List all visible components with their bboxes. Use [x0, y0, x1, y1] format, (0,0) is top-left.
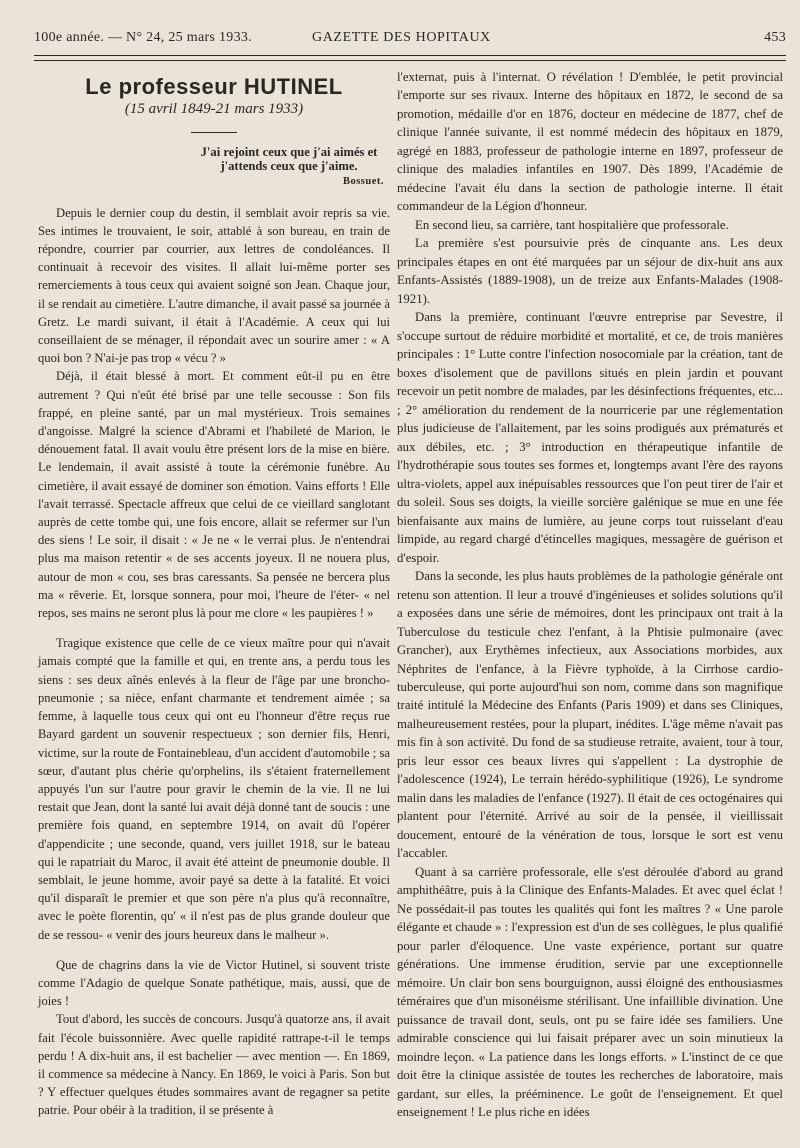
right-column [397, 68, 783, 1122]
paragraph: Quant à sa carrière professorale, elle s'est déroulée d'abord au grand amphithéâtre, puis à la Clinique des Enfants-Malades. Et avec quel éclat ! Ne possédait-il pas toutes les qualités qui font les maîtres ? « Une parole élégante et chaude » : l'expression est d'un de ses collègues, le plus qualifié pour parler d'éloquence. Une vaste expérience, portant sur quatre générations. Une immense érudition, servie par une exceptionnelle mémoire. Un clair bon sens bourguignon, aussi éloigné des enthousiasmes téméraires que d'un misonéisme stérilisant. Une infaillible divination. Une puissance de travail dont, seuls, ont pu se faire idée ses familiers. Une admirable conscience qui lui faisait préparer avec un soin minutieux la moindre leçon. « La patience dans les longs efforts. » L'instinct de ce que doit être la clinique assistée de toutes les recherches de laboratoire, mais gardant, sur elles, la prééminence. Le goût de l'enseignement. Et quel enseignement ! Le plus riche en idées [397, 864, 783, 1120]
title-divider [191, 132, 237, 133]
paragraph: Tragique existence que celle de ce vieux maître pour qui n'avait jamais compté que la famille et qui, en trente ans, a perdu tous les siens : ses deux aînés enlevés à la fleur de l'âge par une broncho-pneumonie ; sa nièce, enfant charmante et tendrement aimée ; sa femme, à laquelle tous ceux qui ont eu l'honneur d'être reçus rue Bayard gardent un souvenir respectueux ; son dernier fils, Henri, victime, sur la route de Fontainebleau, d'un accident d'automobile ; sa sœur, d'autant plus chérie qu'orphelins, ils s'étaient fraternellement appuyés l'un sur l'autre pour gravir le chemin de la vie. Il ne lui restait que Jean, dont la santé lui avait déjà donné tant de soucis : une première fois quand, en septembre 1914, on avait dû l'opérer d'appendicite ; une seconde, quand, vers juillet 1918, sur le bateau qui le rapatriait du Maroc, il avait été atteint de pneumonie double. Il semblait, le jeune homme, avoir payé sa dette à la fatalité. Et voici qu'il disparaît le premier et que son père n'a plus qu'à reconnaître, avec le poète florentin, qu' « il n'est pas de plus grande douleur que de se ressou- « venir des jours heureux dans le malheur ». [38, 636, 390, 942]
paragraph: En second lieu, sa carrière, tant hospitalière que professorale. [415, 217, 729, 232]
article-title: Le professeur HUTINEL [85, 74, 343, 99]
page-header [34, 30, 786, 50]
epigraph: J'ai rejoint ceux que j'ai aimés et j'attends ceux que j'aime. [200, 145, 378, 174]
paragraph: Déjà, il était blessé à mort. Et comment eût-il pu en être autrement ? Qui n'eût été brisé par une telle secousse : Son fils frappé, en pleine santé, par un mal mystérieux. Trois semaines d'angoisse. Malgré la science d'Abrami et l'habileté de Marion, le dénouement fatal. Il avait voulu être présent lors de la mise en bière. Le lendemain, il avait assisté à toute la cérémonie funèbre. Au cimetière, il avait essayé de dominer son émotion. Vains efforts ! Elle l'avait terrassé. Spectacle affreux que celui de ce vieillard sanglotant auprès de cette tombe qui, une fois encore, allait se refermer sur l'un des siens ! Le soir, il disait : « Je ne « le verrai plus. Je n'entendrai plus ma maison retentir « de ses accents joyeux. Il ne nouera plus, autour de mon « cou, ses bras caressants. Sa pensée ne bercera plus ma « rêverie. Et, lorsque sonnera, pour moi, l'heure de l'éter- « nel repos, ses mains ne seront plus là pour me clore « les paupières ! » [38, 369, 390, 621]
left-column [38, 68, 390, 1120]
header-rule-thin [34, 60, 786, 61]
epigraph-author: Bossuet. [342, 176, 384, 188]
header-rule-thick [34, 55, 786, 56]
paragraph: Dans la première, continuant l'œuvre entreprise par Sevestre, il s'occupe surtout de réduire morbidité et mortalité, et ce, de trois manières principales : 1° Lutte contre l'infection nosocomiale par la création, tant de boxes d'isolement que de pavillons situés en plein jardin et pouvant recevoir un petit nombre de malades, par les désinfections fréquentes, etc... ; 2° amélioration du rendement de la nourricerie par une réglementation plus judicieuse de l'allaitement, par les soins prodigués aux prématurés et aux débiles, etc. ; 3° introduction en thérapeutique infantile de l'hydrothérapie sous toutes ses formes et, longtemps avant l'ère des rayons ultra-violets, appel aux inépuisables ressources que l'on peut tirer de l'air et du soleil. Sous ses doigts, la vieille sorcière galénique se mue en une fée bienfaisante aux mains de lumière, au jeune corps tout ruisselant d'eau limpide, au regard chargé d'étincelles magiques, messagère de guérison et d'espoir. [397, 310, 783, 565]
paragraph: l'externat, puis à l'internat. O révélation ! D'emblée, le petit provincial l'emporte sur ses rivaux. Interne des hôpitaux en 1872, le second de sa promotion, médaille d'or en 1876, docteur en médecine de 1877, chef de clinique l'année suivante, il est nommé médecin des hôpitaux en 1879, agrégé en 1883, professeur de pathologie interne en 1897, professeur de clinique des maladies infantiles en 1907. Dès 1899, l'Académie de médecine l'avait élu dans la section de pathologie interne. Il était commandeur de la Légion d'honneur. [397, 70, 783, 214]
paragraph: Dans la seconde, les plus hauts problèmes de la pathologie générale ont retenu son attention. Il leur a trouvé d'ingénieuses et solides solutions qu'il a exposées dans une série de mémoires, dont les principaux ont trait à la Tuberculose du testicule chez l'enfant, à la Phtisie pulmonaire (avec Grancher), aux Erythèmes infectieux, aux Associations morbides, aux Néphrites de l'enfance, à la Fièvre typhoïde, à la Cirrhose cardio-tuberculeuse, qui porte aujourd'hui son nom, comme dans son magnifique traité intitulé la Médecine des Enfants (Paris 1909) et dans ses Cliniques, malheureusement restées, pour la plupart, inédites. L'âge même n'avait pas mis fin à son activité. Du fond de sa studieuse retraite, avaient, tour à tour, pris leur essor ces beaux livres qui s'appellent : La dystrophie de l'adolescence (1924), Le terrain hérédo-syphilitique (1926), Le syndrome malin dans les maladies de l'enfance (1927). Il était de ces octogénaires qui plantent pour l'éternité. Arrivé au soir de la pensée, il vieillissait doucement, entouré de la vénération de tous, lorsque le sort est venu l'accabler. [397, 569, 783, 861]
issue-info: 100e année. — N° 24, 25 mars 1933. [34, 30, 252, 45]
page-number: 453 [764, 30, 786, 45]
article-dates: (15 avril 1849-21 mars 1933) [124, 101, 304, 118]
paragraph: La première s'est poursuivie près de cinquante ans. Les deux principales étapes en ont été marquées par un séjour de dix-huit ans aux Enfants-Assistés (1889-1908), un de treize aux Enfants-Malades (1908-1921). [397, 236, 783, 306]
paragraph: Tout d'abord, les succès de concours. Jusqu'à quatorze ans, il avait fait l'école buissonnière. Avec quelle rapidité rattrape-t-il le temps perdu ! A dix-huit ans, il est bachelier — avec mention —. En 1869, il commence sa médecine à Nancy. En 1869, le voici à Paris. Son but ? Y effectuer quelques études sommaires avant de regagner sa petite patrie. Pour obéir à la tradition, il se présente à [38, 1012, 390, 1118]
paragraph: Que de chagrins dans la vie de Victor Hutinel, si souvent triste comme l'Adagio de quelque Sonate pathétique, mais, aussi, que de joies ! [38, 957, 390, 1009]
paragraph: Depuis le dernier coup du destin, il semblait avoir repris sa vie. Ses intimes le trouvaient, le soir, attablé à son bureau, en train de répondre, courrier par courrier, aux lettres de condoléances. Il continuait à recevoir des visites. Il allait lui-même porter ses remerciements à tous ceux qui avaient soigné son Jean. Chaque jour, il se rendait au cimetière. L'autre dimanche, il avait passé sa journée à Gretz. Le mardi suivant, il était à l'Académie. A ceux qui lui conseillaient de se ménager, il répondait avec un sourire amer : « A quoi bon ? N'ai-je pas trop « vécu ? » [38, 205, 390, 366]
publication-title: GAZETTE DES HOPITAUX [312, 30, 491, 45]
